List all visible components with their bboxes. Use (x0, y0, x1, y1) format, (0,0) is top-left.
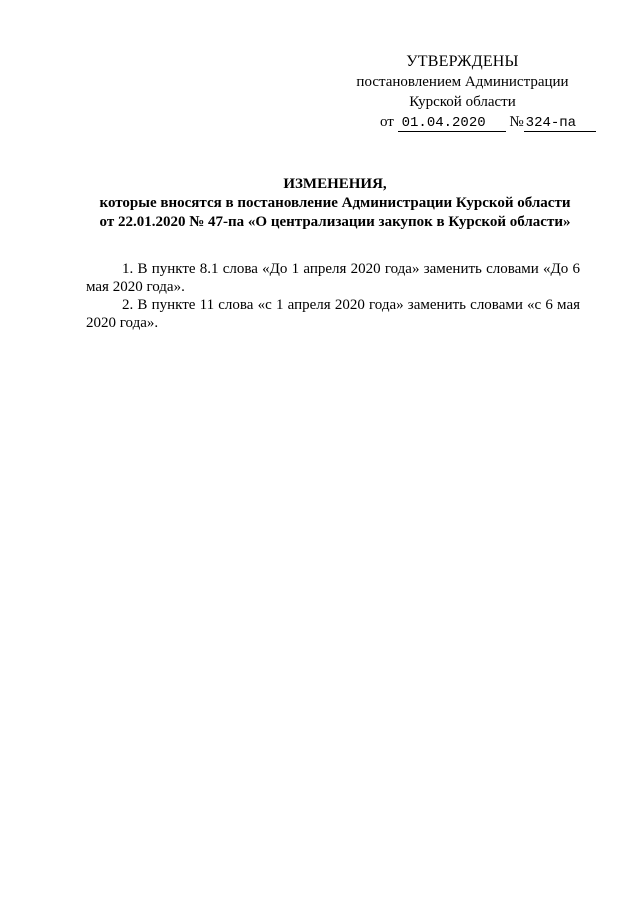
number-prefix: № (509, 114, 524, 130)
approval-date-line (340, 112, 585, 132)
approval-line-2: Курской области (409, 94, 516, 110)
paragraph-1: 1. В пункте 8.1 слова «До 1 апреля 2020 года» заменить словами «До 6 мая 2020 года». (86, 261, 580, 295)
document-heading (70, 175, 600, 232)
heading-line-2: от 22.01.2020 № 47-па «О централизации закупок в Курской области» (99, 214, 571, 230)
approval-number: 324-па (524, 116, 596, 132)
date-prefix: от (380, 114, 394, 130)
approval-line-1: постановлением Администрации (356, 74, 569, 90)
approval-block (340, 52, 585, 132)
heading-line-1: которые вносятся в постановление Администрации Курской области (99, 195, 571, 211)
document-body (86, 260, 580, 332)
approval-date: 01.04.2020 (398, 116, 506, 132)
approval-title: УТВЕРЖДЕНЫ (406, 53, 519, 70)
paragraph-2: 2. В пункте 11 слова «с 1 апреля 2020 года» заменить словами «с 6 мая 2020 года». (86, 297, 580, 331)
heading-title: ИЗМЕНЕНИЯ, (283, 176, 387, 192)
